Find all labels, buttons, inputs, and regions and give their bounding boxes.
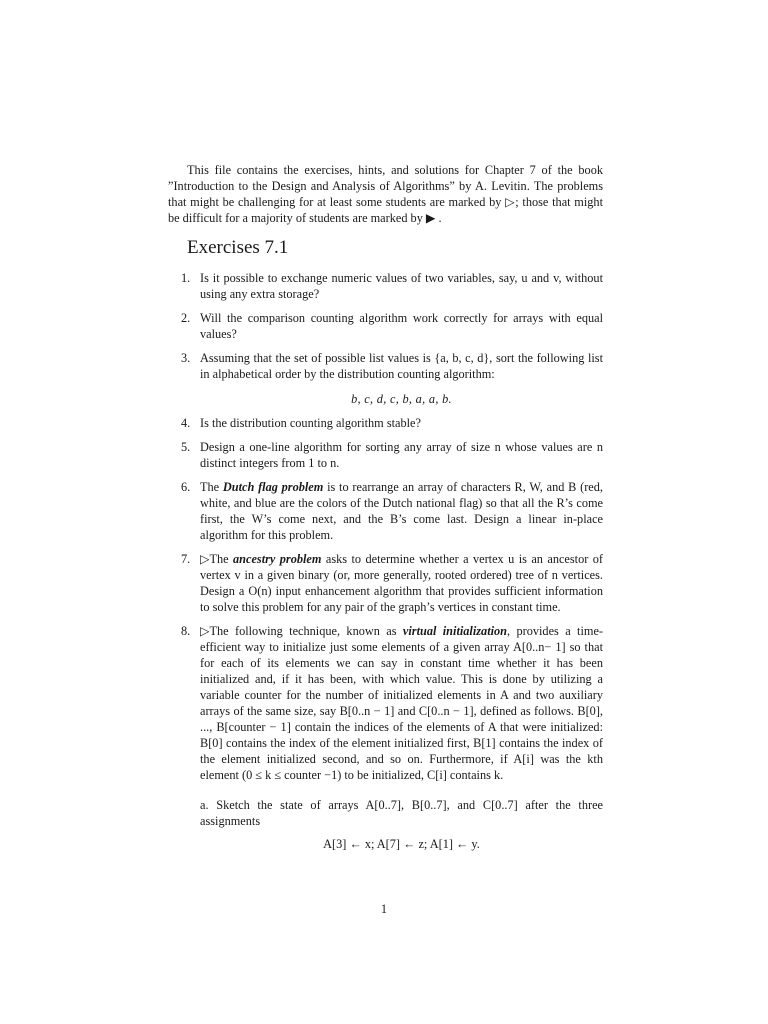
exercise-text-before: The [200, 480, 223, 494]
exercise-text: Is the distribution counting algorithm stable? [200, 416, 421, 430]
exercise-text-before: The [209, 552, 234, 566]
intro-paragraph: This file contains the exercises, hints, and solutions for Chapter 7 of the book ”Introduction to the Design and Analysis of Algorithms” by A. Levitin. The problems that might be challenging for at least some students are marked by ▷; those that might be difficult for a majority of students are marked by ▶ . [168, 163, 603, 225]
exercise-6 [168, 479, 603, 543]
exercise-number: 4. [181, 416, 191, 430]
challenging-marker-icon: ▷ [200, 552, 210, 566]
exercise-number: 7. [181, 552, 191, 566]
exercise-3 [168, 350, 603, 407]
exercise-2 [168, 310, 603, 342]
exercise-number: 1. [181, 271, 191, 285]
exercise-number: 8. [181, 624, 191, 638]
list-formula: b, c, d, c, b, a, a, b. [351, 392, 452, 406]
exercise-text-after: is to rearrange an array of characters R, W, and B (red, white, and blue are the colors of the Dutch national flag) so that all the R’s come first, the W’s come next, and the B’s come last. Design a linear in-place algorithm for this problem. [200, 480, 603, 542]
exercise-text: Assuming that the set of possible list values is {a, b, c, d}, sort the following list in alphabetical order by the distribution counting algorithm: [200, 351, 603, 381]
exercise-subpart-a: a. Sketch the state of arrays A[0..7], B[0..7], and C[0..7] after the three assignments [200, 798, 603, 828]
exercise-4 [168, 415, 603, 431]
exercise-text-before: The following technique, known as [209, 624, 403, 638]
exercise-number: 3. [181, 351, 191, 365]
exercise-number: 2. [181, 311, 191, 325]
exercise-number: 5. [181, 440, 191, 454]
exercise-8 [168, 623, 603, 852]
section-heading: Exercises 7.1 [187, 237, 289, 258]
exercise-text: Design a one-line algorithm for sorting any array of size n whose values are n distinct integers from 1 to n. [200, 440, 603, 470]
exercise-7 [168, 551, 603, 615]
exercise-number: 6. [181, 480, 191, 494]
exercise-term: virtual initialization [402, 624, 508, 638]
exercise-1 [168, 270, 603, 302]
exercise-text-after: , provides a time-efficient way to initialize just some elements of a given array A[0..n− 1] so that for each of its elements we can say in constant time whether it has been initialized and, if it has been, with which value. This is done by utilizing a variable counter for the number of initialized elements in A and two auxiliary arrays of the same size, say B[0..n − 1] and C[0..n − 1], defined as follows. B[0], ..., B[counter − 1] contain the indices of the elements of A that were initialized: B[0] contains the index of the element initialized first, B[1] contains the index of the element initialized second, and so on. Furthermore, if A[i] was the kth element (0 ≤ k ≤ counter −1) to be initialized, C[i] contains k. [200, 624, 603, 782]
exercise-5 [168, 439, 603, 471]
exercise-term: Dutch flag problem [222, 480, 324, 494]
page-body [168, 162, 603, 860]
exercise-list [168, 270, 603, 852]
exercise-text: Is it possible to exchange numeric values of two variables, say, u and v, without using any extra storage? [200, 271, 603, 301]
exercise-text: Will the comparison counting algorithm work correctly for arrays with equal values? [200, 311, 603, 341]
exercise-text-after: asks to determine whether a vertex u is an ancestor of vertex v in a given binary (or, more generally, rooted ordered) tree of n vertices. Design a O(n) input enhancement algorithm that provides sufficient information to solve this problem for any pair of the graph’s vertices in constant time. [200, 552, 603, 614]
exercise-term: ancestry problem [233, 552, 322, 566]
challenging-marker-icon: ▷ [200, 624, 210, 638]
assignments-formula: A[3] ← x; A[7] ← z; A[1] ← y. [323, 837, 480, 851]
page-number: 1 [380, 902, 388, 916]
